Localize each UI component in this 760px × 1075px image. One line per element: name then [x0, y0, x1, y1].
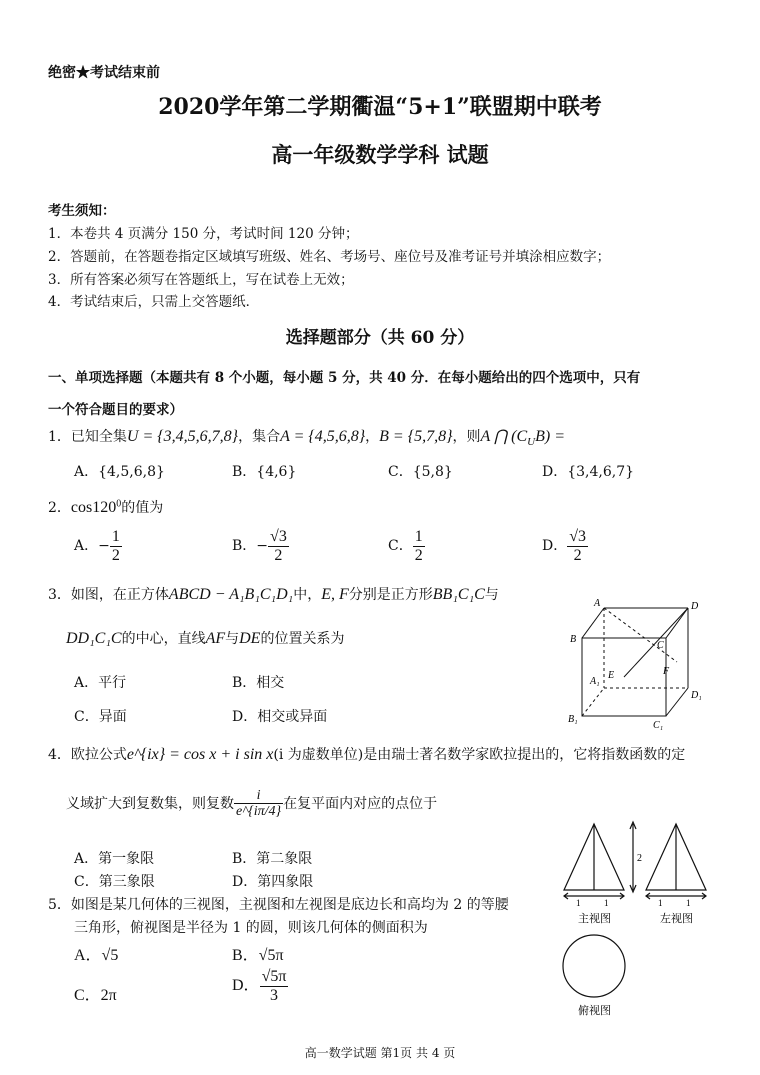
notice-item: 2．答题前，在答题卷指定区域填写班级、姓名、考场号、座位号及准考证号并填涂相应数字；: [48, 249, 611, 265]
expression: cos120: [70, 499, 117, 516]
question-text: 的值为: [121, 500, 164, 516]
option-d: [232, 968, 288, 1004]
frac-denominator: 3: [269, 986, 278, 1004]
section-intro: 一、单项选择题（本题共有 8 个小题，每小题 5 分，共 40 分．在每小题给出的四个选项中，只有: [48, 370, 641, 386]
option-c: C．2π: [74, 987, 117, 1004]
exam-subtitle: 高一年级数学学科 试题: [271, 142, 489, 167]
question-text: 与: [225, 631, 240, 647]
question-text: 如图，在正方体: [70, 587, 169, 603]
question-text: 在复平面内对应的点位于: [283, 795, 438, 812]
base-label: 1: [604, 898, 609, 908]
label-b1: B₁: [568, 714, 578, 725]
notice-item: 1．本卷共 4 页满分 150 分，考试时间 120 分钟；: [48, 226, 359, 242]
frac-numerator: √3: [569, 528, 587, 545]
option-a: A．平行: [74, 675, 127, 691]
question-number: 4．: [48, 747, 71, 763]
set-U: U = {3,4,5,6,7,8}: [126, 428, 239, 445]
question-text: 已知全集: [70, 429, 127, 445]
cube-figure: [560, 596, 720, 736]
option-b: [232, 528, 289, 564]
frac-denominator: e^{iπ/4}: [236, 804, 282, 820]
label-c: C: [657, 640, 664, 651]
line-af: AF: [205, 630, 226, 647]
side-view-label: 左视图: [660, 913, 693, 925]
frac-numerator: √5π: [261, 968, 287, 985]
frac-denominator: 2: [111, 546, 120, 564]
question-1: [48, 426, 565, 448]
option-label: A．−: [74, 538, 110, 555]
question-3: [48, 584, 499, 604]
option-c: C．{5,8}: [388, 464, 453, 480]
question-number: 2．: [48, 500, 71, 516]
frac-denominator: 2: [274, 546, 283, 564]
question-text: 欧拉公式: [70, 747, 127, 763]
frac-numerator: 1: [414, 528, 423, 545]
section-intro: 一个符合题目的要求）: [48, 402, 183, 418]
three-views-figure: [556, 818, 726, 1018]
expression: A ⋂ (C: [480, 428, 528, 445]
notice-heading: 考生须知：: [48, 203, 116, 219]
option-d: D．{3,4,6,7}: [542, 464, 635, 480]
option-label: D．: [232, 976, 260, 994]
option-b: B．第二象限: [232, 851, 313, 867]
base-label: 1: [576, 898, 581, 908]
option-b: B．{4,6}: [232, 464, 297, 480]
section-title: 选择题部分（共 60 分）: [285, 328, 475, 348]
set-A: A = {4,5,6,8}: [280, 428, 366, 445]
label-a: A: [594, 598, 601, 609]
option-d: D．相交或异面: [232, 709, 328, 725]
question-text: ，集合: [238, 429, 281, 445]
option-b: B．√5π: [232, 947, 284, 964]
option-c: C．异面: [74, 709, 127, 725]
option-c: C．第三象限: [74, 874, 155, 890]
option-a: A．√5: [74, 947, 119, 964]
euler-formula: e^{ix} = cos x + i sin x: [126, 746, 274, 763]
question-5: [48, 894, 509, 914]
page-footer: 高一数学试题 第1页 共 4 页: [304, 1046, 456, 1060]
question-text: 的位置关系为: [260, 631, 345, 647]
secret-label: 绝密★考试结束前: [48, 65, 160, 81]
expression: B) =: [535, 428, 565, 445]
question-4-line2: [66, 788, 437, 820]
question-text: 如图是某几何体的三视图，主视图和左视图是底边长和高均为 2 的等腰: [70, 897, 509, 913]
label-e: E: [608, 670, 615, 681]
question-5-line2: 三角形，俯视图是半径为 1 的圆，则该几何体的侧面积为: [74, 920, 428, 936]
front-view-label: 主视图: [578, 913, 611, 925]
square-2: DD₁C₁C: [66, 630, 122, 647]
notice-item: 3．所有答案必须写在答题纸上，写在试卷上无效；: [48, 272, 354, 288]
label-b: B: [570, 634, 577, 645]
frac-numerator: 1: [111, 528, 120, 545]
question-text: 义域扩大到复数集，则复数: [66, 795, 234, 812]
option-a: A．第一象限: [74, 851, 155, 867]
set-B: B = {5,7,8}: [379, 428, 453, 445]
notice-item: 4．考试结束后，只需上交答题纸．: [48, 294, 260, 310]
exam-title: 2020学年第二学期衢温“5+1”联盟期中联考: [158, 94, 602, 120]
label-d: D: [691, 601, 699, 612]
frac-denominator: 2: [414, 546, 423, 564]
option-label: B．−: [232, 538, 269, 555]
subscript: U: [527, 435, 536, 448]
question-2: [48, 497, 163, 517]
line-de: DE: [239, 630, 261, 647]
height-label: 2: [637, 853, 642, 864]
option-d: D．第四象限: [232, 874, 314, 890]
option-c: [388, 528, 425, 564]
option-label: C．: [388, 538, 413, 555]
option-label: D．: [542, 538, 568, 555]
superscript: 0: [116, 498, 122, 510]
question-number: 5．: [48, 897, 71, 913]
question-text: (i 为虚数单位)是由瑞士著名数学家欧拉提出的，它将指数函数的定: [273, 747, 686, 763]
option-a: [74, 528, 122, 564]
option-d: [542, 528, 588, 564]
question-text: 分别是正方形: [348, 587, 433, 603]
question-number: 3．: [48, 587, 71, 603]
cube-name: ABCD − A₁B₁C₁D₁: [168, 586, 294, 603]
question-text: 与: [484, 587, 499, 603]
question-4: [48, 744, 685, 764]
option-b: B．相交: [232, 675, 285, 691]
label-a1: A₁: [590, 676, 600, 687]
question-number: 1．: [48, 429, 71, 445]
label-d1: D₁: [691, 690, 702, 701]
question-3-line2: [66, 628, 344, 648]
question-text: 中，: [293, 587, 322, 603]
base-label: 1: [658, 898, 663, 908]
base-label: 1: [686, 898, 691, 908]
label-f: F: [663, 666, 670, 677]
top-view-label: 俯视图: [578, 1005, 611, 1017]
frac-denominator: 2: [573, 546, 582, 564]
option-a: A．{4,5,6,8}: [74, 464, 165, 480]
frac-numerator: i: [234, 788, 283, 804]
question-text: 的中心，直线: [121, 631, 206, 647]
separator: ，: [365, 429, 380, 445]
frac-numerator: √3: [270, 528, 287, 545]
label-c1: C₁: [653, 720, 664, 731]
square-1: BB₁C₁C: [432, 586, 485, 603]
points-ef: E, F: [321, 586, 349, 603]
question-text: ，则: [452, 429, 481, 445]
